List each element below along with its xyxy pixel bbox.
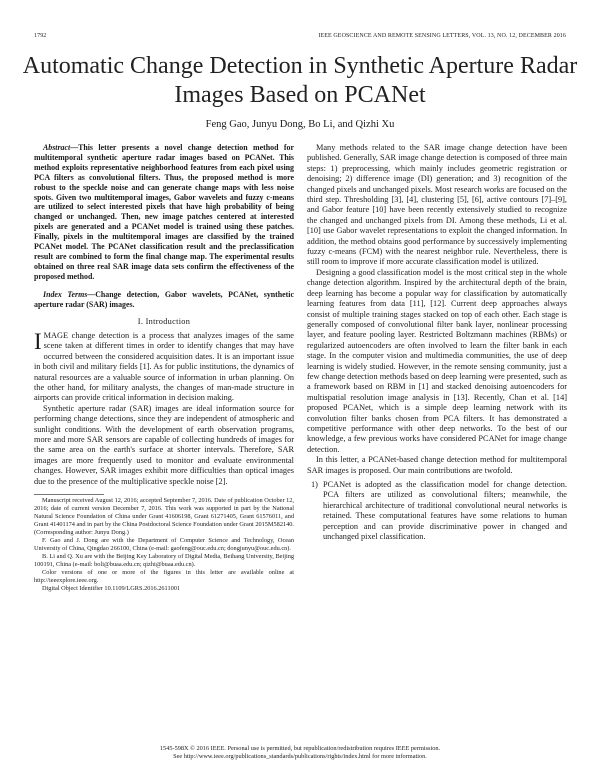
footnote-affiliation-2: B. Li and Q. Xu are with the Beijing Key Laboratory of Digital Media, Beihang University, Beijing 100191, China (e-mail: boli@buaa.edu.cn; qizhi@buaa.edu.cn). — [34, 553, 294, 568]
index-terms-label: Index Terms — [43, 289, 88, 299]
list-item-number: 1) — [311, 480, 318, 489]
footnote-color: Color versions of one or more of the figures in this letter are available online at http://ieeexplore.ieee.org. — [34, 569, 294, 584]
left-column — [34, 143, 294, 593]
right-paragraph-2: Designing a good classification model is the most critical step in the whole change detection algorithm. Inspired by the architectural depth of the brain, deep learning has become a popular way for classification by automatically learning features from data [11], [12]. Current deep approaches always consist of multiple training stages stacked on top of each other. Each stage is generally composed of convolutional filter bank layer, nonlinear processing layer, and feature pooling layer. Restricted Boltzmann machines (RBMs) or regularized autoencoders are often involved to learn the filter bank in each stage. In the computer vision and multimedia communities, the use of deep learning is widely studied. However, in the remote sensing community, just a few change detection methods based on deep learning were presented, such as a framework based on RBM in [1] and stacked denoising autoencoders for multispatial resolution image analysis in [13]. Recently, Chan et al. [14] proposed PCANet, which is a simple deep learning network with its convolution filter banks chosen from PCA filters. It has demonstrated a competitive performance with other deep networks. To the best of our knowledge, a few previous works have considered PCANet for image change detection. — [307, 267, 567, 454]
right-paragraph-3: In this letter, a PCANet-based change detection method for multitemporal SAR images is proposed. Our main contributions are twofold. — [307, 455, 567, 475]
section-heading: I. Introduction — [137, 316, 191, 326]
abstract-label: Abstract — [43, 143, 71, 152]
index-terms-text: —Change detection, Gabor wavelets, PCANet, synthetic aperture radar (SAR) images. — [34, 289, 294, 309]
intro-paragraph-2: Synthetic aperture radar (SAR) images are ideal information source for performing change detections, since they are independent of atmospheric and sunlight conditions. With the development of earth observation programs, more and more SAR sensors are capable of collecting hundreds of images for the same area on the earth's surface at shorter intervals. Therefore, SAR images are more frequently used to monitor and evaluate environmental changes. However, SAR images exhibit more difficulties than optical images due to the presence of the multiplicative speckle noise [2]. — [34, 403, 294, 486]
journal-name: IEEE GEOSCIENCE AND REMOTE SENSING LETTERS, VOL. 13, NO. 12, DECEMBER 2016 — [318, 33, 566, 39]
contribution-list — [307, 480, 567, 542]
right-column — [307, 143, 567, 542]
rights-link-line: See http://www.ieee.org/publications_standards/publications/rights/index.html for more information. — [173, 753, 427, 760]
right-paragraph-1: Many methods related to the SAR image change detection have been published. Generally, SAR image change detection is composed of three main steps: 1) preprocessing, which mainly includes geometric registration or denoising; 2) difference image (DI) generation; and 3) recognition of the changed pixels and unchanged pixels. Most research works are focused on the third step. Thresholding [3], [4], clustering [5], [6], active contours [7]–[9], and Gabor feature [10] have been recently extensively studied to recognize the changed and unchanged pixels from DI. Among these methods, Li et al. [10] use Gabor wavelet representations to exploit the changed information. In addition, the method obtains good performance by successively implementing fuzzy c-means (FCM) with the nearest neighbor rule. Nevertheless, there is still room to improve if more accurate classification model is utilized. — [307, 143, 567, 267]
footnote-rule — [34, 494, 104, 495]
drop-cap: I — [34, 328, 42, 354]
intro-paragraph-1 — [34, 328, 294, 404]
abstract — [34, 143, 294, 282]
list-item-text: PCANet is adopted as the classification model for change detection. PCA filters are utilized as convolutional filters; meanwhile, the hierarchical architecture of traditional convolutional neural networks is retained. These computational features have some relations to human perception and can provide discriminative power in changed and unchanged pixel classification. — [323, 480, 567, 542]
list-item — [307, 480, 567, 542]
footnote-affiliation-1: F. Gao and J. Dong are with the Department of Computer Science and Technology, Ocean University of China, Qingdao 266100, China (e-mail: gaofeng@ouc.edu.cn; dongjunyu@ouc.edu.cn). — [34, 537, 294, 552]
index-terms — [34, 290, 294, 310]
footnote-manuscript: Manuscript received August 12, 2016; accepted September 7, 2016. Date of publication October 12, 2016; date of current version December 7, 2016. This work was supported in part by the National Natural Science Foundation of China under Grant 41606198, Grant 61271405, Grant 61576011, and Grant 41401174 and in part by the China Postdoctoral Science Foundation under Grant 2015M582140. (Corresponding author: Junyu Dong.) — [34, 497, 294, 536]
page-number: 1792 — [34, 33, 47, 39]
intro-paragraph-1-text: MAGE change detection is a process that analyzes images of the same scene taken at different times in order to identify changes that may have occurred between the considered acquisition dates. It is an important issue in both civil and military fields [1]. As for public institutions, the dynamics of natural resources are a valuable source of information in urban planning. On the other hand, for military analysts, the changes of man-made structure in airports can provide critical information in decision making. — [34, 330, 294, 403]
footnote-doi: Digital Object Identifier 10.1109/LGRS.2016.2611001 — [42, 585, 181, 592]
copyright-footer — [0, 745, 600, 761]
copyright-line: 1545-598X © 2016 IEEE. Personal use is permitted, but republication/redistribution requires IEEE permission. — [159, 745, 441, 752]
paper-title: Automatic Change Detection in Synthetic Aperture Radar Images Based on PCANet — [22, 53, 578, 108]
author-list: Feng Gao, Junyu Dong, Bo Li, and Qizhi Xu — [205, 119, 395, 130]
abstract-text: —This letter presents a novel change detection method for multitemporal synthetic aperture radar images based on PCANet. This method exploits representative neighborhood features from each pixel using PCA filters as convolutional filters. Thus, the proposed method is more robust to the speckle noise and can generate change maps with less noise spots. Given two multitemporal images, Gabor wavelets and fuzzy c-means are utilized to select interested pixels that have high probability of being changed or unchanged. Then, new image patches centered at interested pixels are generated and a PCANet model is trained using these patches. Finally, pixels in the multitemporal images are classified by the trained PCANet model. The PCANet classification result and the preclassification result are combined to form the final change map. The experimental results obtained on three real SAR image data sets confirm the effectiveness of the proposed method. — [34, 143, 294, 281]
footnotes — [34, 497, 294, 593]
